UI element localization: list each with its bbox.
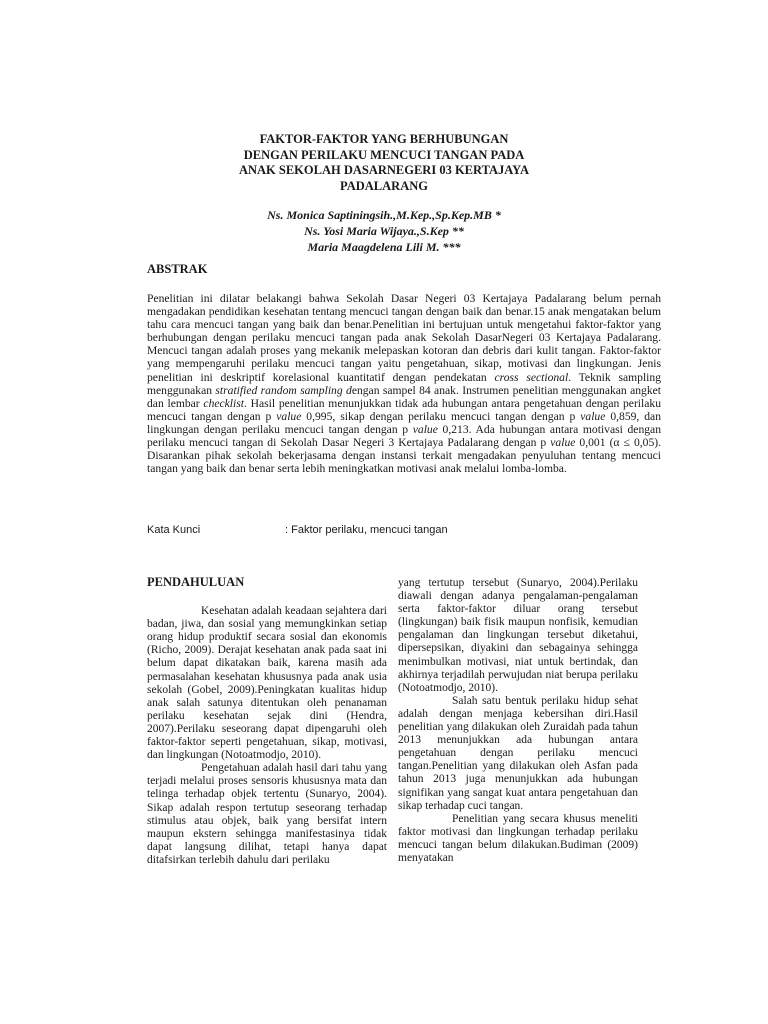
abstract-run: 0,001 (α ≤ 0,05). Disarankan pihak sekolah bekerjasama dengan instansi terkait mengadakan penyuluhan tentang mencuci tangan yang baik dan benar serta lebih meningkatkan motivasi anak melalui lomba-lomba. xyxy=(147,436,661,476)
abstract-run: 0,995, sikap dengan perilaku mencuci tangan dengan p xyxy=(301,409,581,423)
abstract-heading: ABSTRAK xyxy=(147,262,208,276)
author-list xyxy=(180,207,588,255)
author-name: Maria Maagdelena Lili M. *** xyxy=(307,240,461,254)
body-paragraph: Pengetahuan adalah hasil dari tahu yang terjadi melalui proses sensoris khususnya mata dan telinga terhadap objek tertentu (Sunaryo, 2004). Sikap adalah respon tertutup seseorang terhadap stimulus atau objek, baik yang bersifat intern maupun ekstern sehingga manifestasinya tidak dapat langsung dilihat, tetapi hanya dapat ditafsirkan terlebih dahulu dari perilaku xyxy=(147,762,387,866)
paper-title xyxy=(200,132,568,194)
abstract-italic: stratified random sampling d xyxy=(215,383,352,397)
abstract-italic: value xyxy=(412,422,438,436)
abstract-run: engan sampel 84 anak. Instrumen penelitian menggunakan angket dan lembar xyxy=(147,383,662,410)
body-paragraph: yang tertutup tersebut (Sunaryo, 2004).Perilaku diawali dengan adanya pengalaman-pengalaman serta faktor-faktor diluar orang tersebut (lingkungan) baik fisik maupun nonfisik, kemudian pengalaman dan lingkungan tersebut diketahui, dipersepsikan, diyakini dan sebagainya sehingga menimbulkan motivasi, niat untuk bertindak, dan akhirnya terjadilah perwujudan niat berupa perilaku (Notoatmodjo, 2010). xyxy=(398,577,638,694)
abstract-italic: value xyxy=(550,436,576,450)
abstract-italic: checklist xyxy=(203,396,244,410)
abstract-run: Penelitian ini dilatar belakangi bahwa Sekolah Dasar Negeri 03 Kertajaya Padalarang belum pernah mengadakan pendidikan kesehatan tentang mencuci tangan dengan baik dan benar.15 anak mengatakan belum tahu cara mencuci tangan yang baik dan benar.Penelitian ini bertujuan untuk mengetahui faktor-faktor yang berhubungan dengan perilaku mencuci tangan pada anak Sekolah DasarNegeri 03 Kertajaya Padalarang. Mencuci tangan adalah proses yang mekanik melepaskan kotoran dan debris dari kulit tangan. Faktor-faktor yang mempengaruhi perilaku mencuci tangan yaitu pengetahuan, sikap, motivasi dan lingkungan. Jenis penelitian ini deskriptif korelasional kuantitatif dengan pendekatan xyxy=(147,292,661,384)
keywords xyxy=(147,524,661,536)
title-line: ANAK SEKOLAH DASARNEGERI 03 KERTAJAYA xyxy=(238,163,530,177)
abstract-italic: cross sectional xyxy=(494,370,569,384)
title-line: DENGAN PERILAKU MENCUCI TANGAN PADA xyxy=(243,147,525,162)
left-column xyxy=(147,576,387,867)
abstract-italic: value xyxy=(580,409,606,423)
abstract-text xyxy=(147,292,661,475)
keywords-value: : Faktor perilaku, mencuci tangan xyxy=(285,524,448,536)
author-name: Ns. Monica Saptiningsih.,M.Kep.,Sp.Kep.MB * xyxy=(267,208,501,222)
right-column xyxy=(398,577,638,865)
author-name: Ns. Yosi Maria Wijaya.,S.Kep ** xyxy=(304,224,464,238)
section-heading: PENDAHULUAN xyxy=(147,575,245,589)
abstract-italic: value xyxy=(276,409,302,423)
abstract-run: 0,859, dan lingkungan dengan perilaku mencuci tangan dengan p xyxy=(147,409,661,436)
abstract-paragraph xyxy=(147,292,661,475)
body-paragraph: Penelitian yang secara khusus meneliti faktor motivasi dan lingkungan terhadap perilaku mencuci tangan belum dilakukan.Budiman (2009) menyatakan xyxy=(398,812,638,864)
title-line: PADALARANG xyxy=(340,178,428,193)
keywords-label: Kata Kunci xyxy=(147,524,201,536)
abstract-run: . Teknik sampling menggunakan xyxy=(147,370,661,397)
body-paragraph: Kesehatan adalah keadaan sejahtera dari badan, jiwa, dan sosial yang memungkinkan setiap orang hidup produktif secara sosial dan ekonomis (Richo, 2009). Derajat kesehatan anak pada saat ini belum dapat dikatakan baik, karena masih ada permasalahan kesehatan khususnya pada anak usia sekolah (Gobel, 2009).Peningkatan kualitas hidup anak salah satunya ditentukan oleh penanaman perilaku kesehatan sejak dini (Hendra, 2007).Perilaku seseorang dapat dipengaruhi oleh faktor-faktor seperti pengetahuan, sikap, motivasi, dan lingkungan (Notoatmodjo, 2010). xyxy=(147,605,387,762)
abstract-run: 0,213. Ada hubungan antara motivasi dengan perilaku mencuci tangan di Sekolah Dasar Negeri 3 Kertajaya Padalarang dengan p xyxy=(147,422,661,450)
title-line: FAKTOR-FAKTOR YANG BERHUBUNGAN xyxy=(259,132,509,146)
body-paragraph: Salah satu bentuk perilaku hidup sehat adalah dengan menjaga kebersihan diri.Hasil penelitian yang dilakukan oleh Zuraidah pada tahun 2013 menunjukkan ada hubungan antara pengetahuan dengan perilaku mencuci tangan.Penelitian yang dilakukan oleh Asfan pada tahun 2013 juga menunjukkan ada hubungan signifikan yang sangat kuat antara pengetahuan dan sikap terhadap cuci tangan. xyxy=(398,694,638,812)
abstract-run: . Hasil penelitian menunjukkan tidak ada hubungan antara pengetahuan dengan perilaku mencuci tangan dengan p xyxy=(147,396,661,423)
